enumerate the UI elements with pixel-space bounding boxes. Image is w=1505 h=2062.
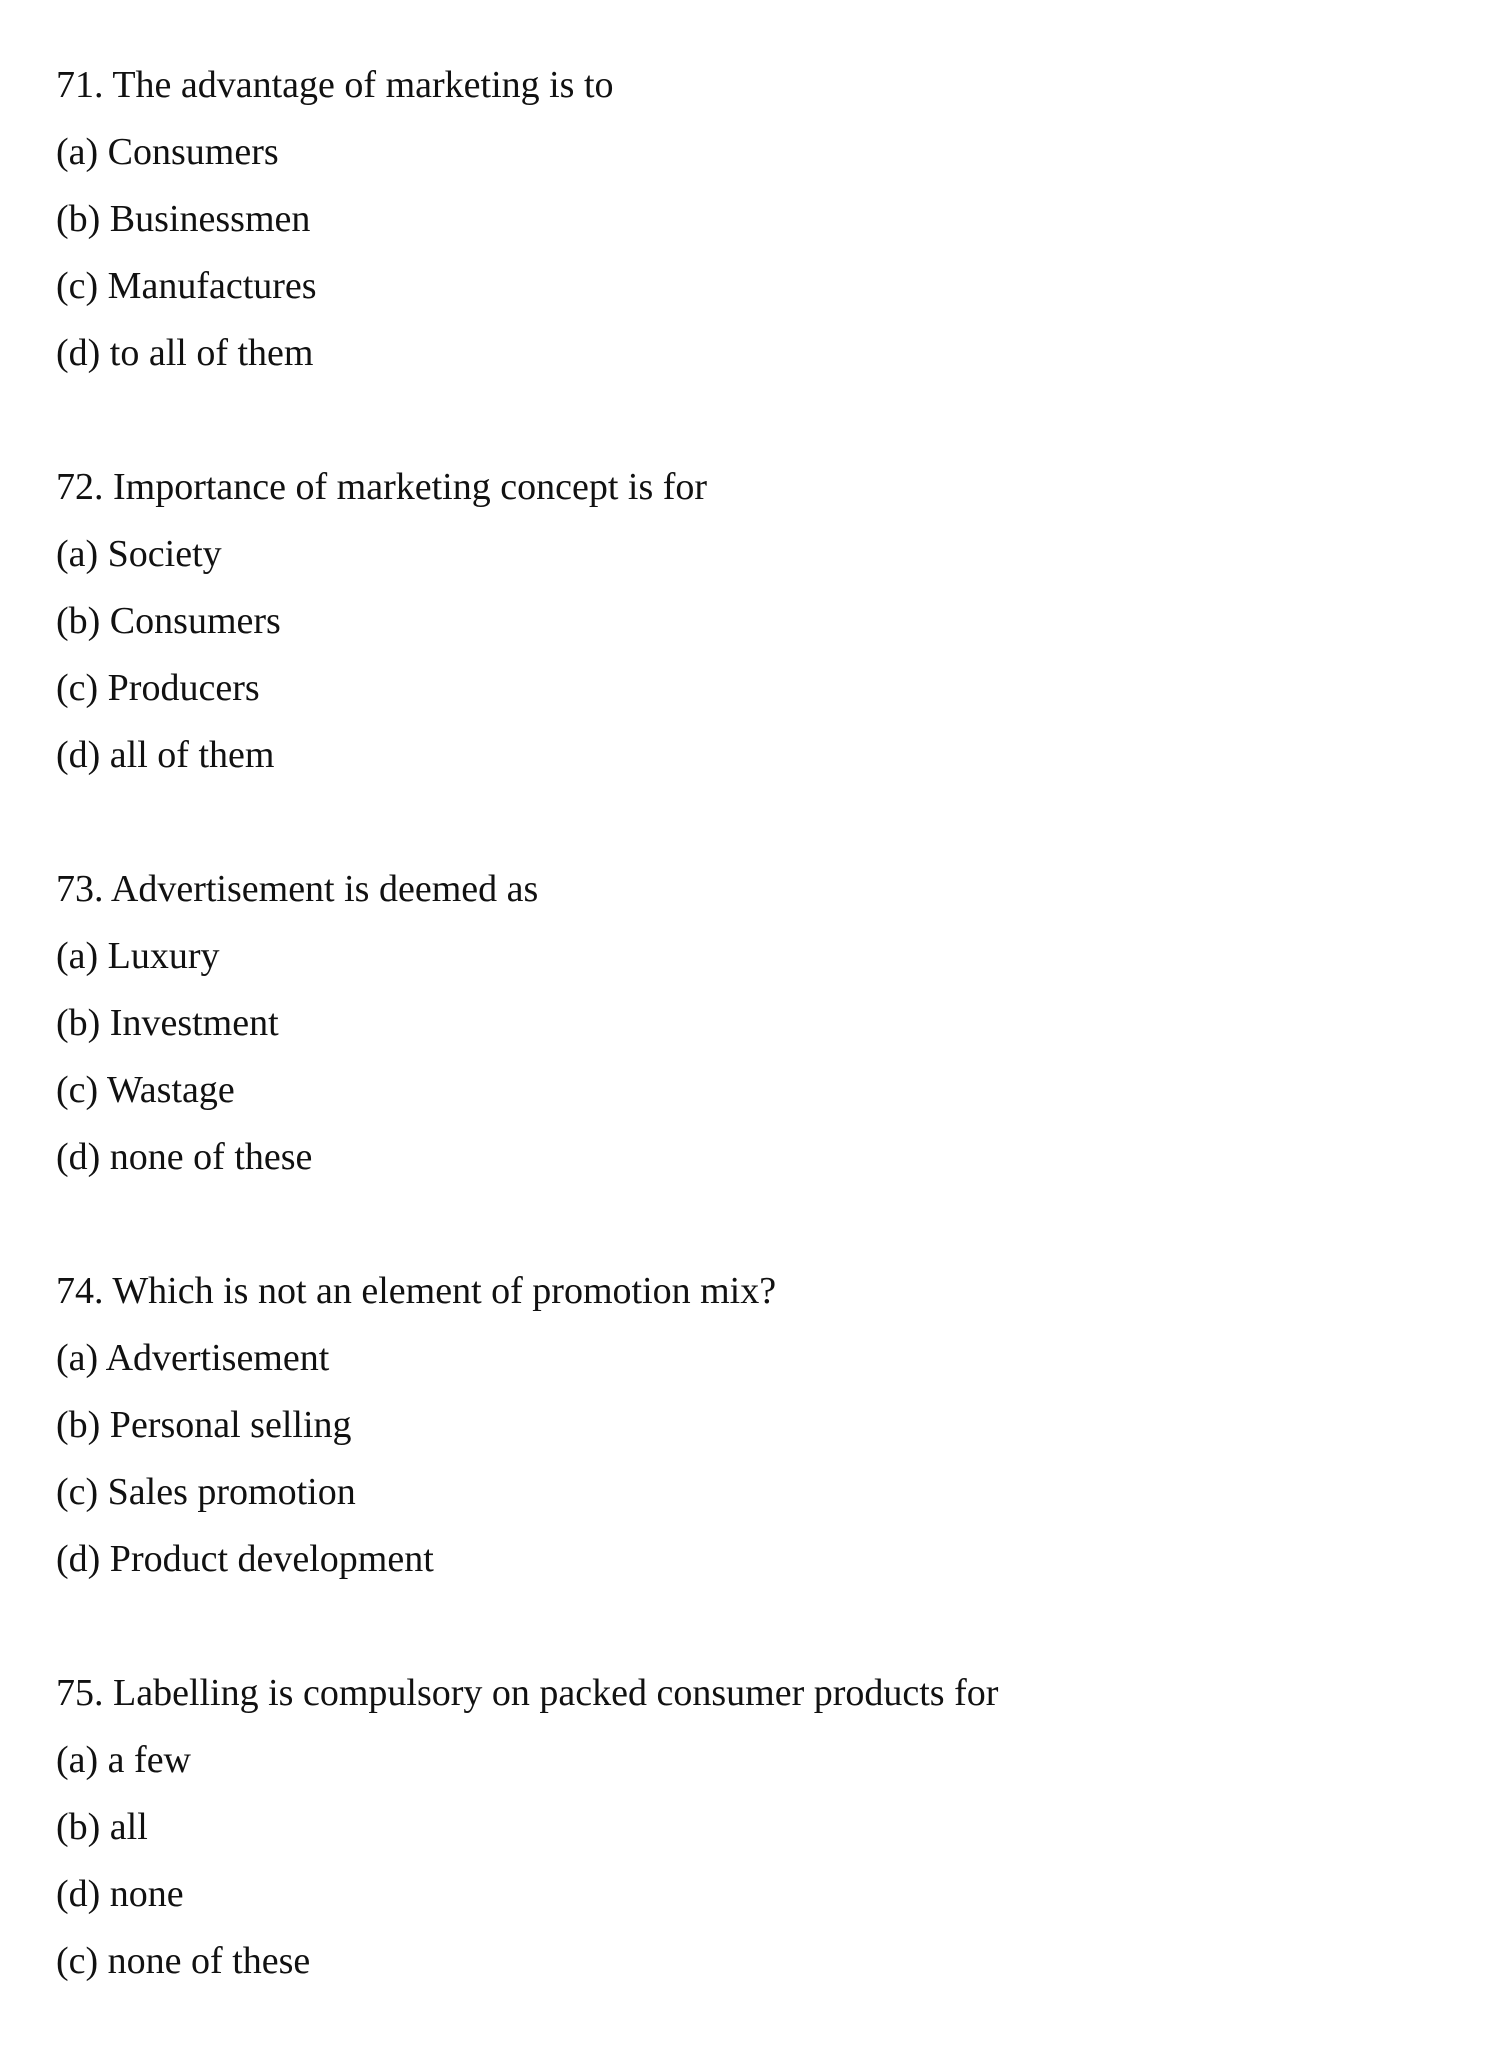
option-c: (c) Sales promotion bbox=[56, 1471, 356, 1513]
question-text: 73. Advertisement is deemed as bbox=[56, 868, 539, 910]
option-a: (a) Advertisement bbox=[56, 1337, 330, 1379]
option-a: (a) Consumers bbox=[56, 131, 279, 173]
option-b: (b) Personal selling bbox=[56, 1404, 352, 1446]
option-b: (b) Consumers bbox=[56, 600, 281, 642]
option-a: (a) Luxury bbox=[56, 935, 220, 977]
option-a: (a) Society bbox=[56, 533, 222, 575]
document-page bbox=[56, 52, 1456, 2062]
question-72 bbox=[56, 454, 1456, 789]
option-d: (d) none bbox=[56, 1873, 184, 1915]
option-c: (c) Manufactures bbox=[56, 265, 317, 307]
question-73 bbox=[56, 856, 1456, 1191]
option-d: (d) to all of them bbox=[56, 332, 314, 374]
option-b: (b) Investment bbox=[56, 1002, 279, 1044]
question-71 bbox=[56, 52, 1456, 387]
question-text: 71. The advantage of marketing is to bbox=[56, 64, 614, 106]
option-c: (c) Producers bbox=[56, 667, 260, 709]
question-75 bbox=[56, 1660, 1456, 1995]
option-d: (d) none of these bbox=[56, 1136, 313, 1178]
question-text: 72. Importance of marketing concept is for bbox=[56, 466, 708, 508]
option-c: (c) Wastage bbox=[56, 1069, 235, 1111]
option-c: (c) none of these bbox=[56, 1940, 311, 1982]
question-text: 75. Labelling is compulsory on packed consumer products for bbox=[56, 1672, 999, 1714]
option-b: (b) Businessmen bbox=[56, 198, 311, 240]
option-a: (a) a few bbox=[56, 1739, 192, 1781]
option-d: (d) Product development bbox=[56, 1538, 434, 1580]
option-d: (d) all of them bbox=[56, 734, 275, 776]
question-74 bbox=[56, 1258, 1456, 1593]
option-b: (b) all bbox=[56, 1806, 148, 1848]
question-text: 74. Which is not an element of promotion mix? bbox=[56, 1270, 777, 1312]
